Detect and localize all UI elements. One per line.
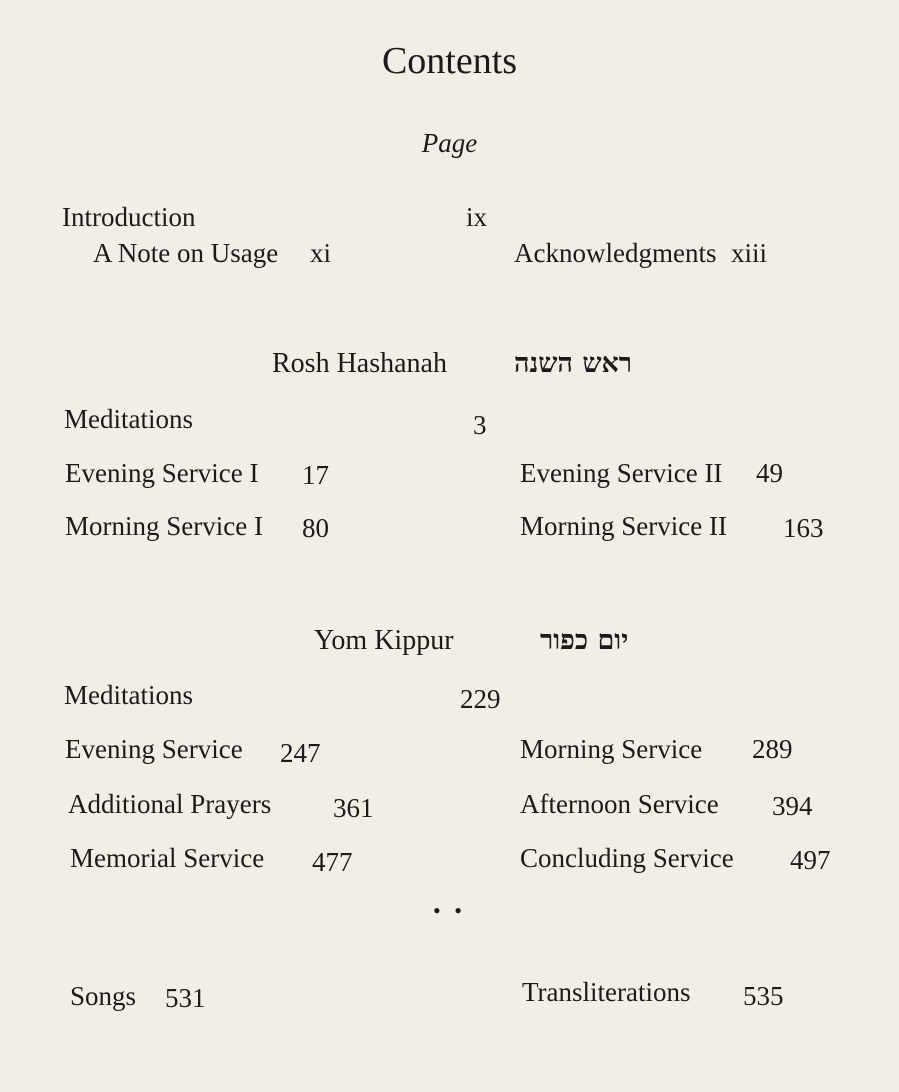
toc-entry-label: Evening Service — [65, 734, 243, 764]
section-title: Rosh Hashanah — [272, 348, 447, 379]
toc-entry-page: 3 — [473, 410, 487, 440]
section-divider-ornament: • • — [433, 898, 466, 923]
toc-entry-label: Evening Service II — [520, 458, 723, 488]
toc-entry-page: 247 — [280, 738, 321, 768]
toc-entry-page: 163 — [783, 513, 824, 543]
toc-entry-label: Meditations — [64, 680, 193, 710]
toc-entry-label: Acknowledgments — [514, 238, 717, 268]
section-title-hebrew: יום כפור — [540, 625, 629, 656]
toc-entry-page: 531 — [165, 983, 206, 1013]
toc-entry-page: 477 — [312, 847, 353, 877]
toc-entry-label: Morning Service — [520, 734, 703, 764]
page-title: Contents — [381, 40, 518, 82]
section-title-hebrew: ראש השנה — [514, 348, 633, 379]
toc-entry-label: Evening Service I — [65, 458, 259, 488]
toc-entry-page: 229 — [460, 684, 501, 714]
toc-entry-page: 80 — [302, 513, 329, 543]
toc-entry-label: Concluding Service — [520, 843, 734, 873]
toc-entry-page: 535 — [743, 981, 784, 1011]
toc-entry-page: xi — [310, 238, 332, 268]
toc-entry-page: xiii — [731, 238, 768, 268]
page-column-label: Page — [421, 128, 478, 158]
toc-entry-label: Introduction — [62, 202, 196, 232]
toc-entry-page: 361 — [333, 793, 374, 823]
toc-entry-page: 394 — [772, 791, 813, 821]
toc-entry-label: Afternoon Service — [520, 789, 719, 819]
toc-entry-label: Morning Service II — [520, 511, 727, 541]
toc-entry-label: Memorial Service — [70, 843, 265, 873]
toc-entry-page: 49 — [756, 458, 783, 488]
toc-entry-label: Additional Prayers — [68, 789, 272, 819]
toc-entry-label: Meditations — [64, 404, 193, 434]
section-title: Yom Kippur — [314, 625, 454, 656]
toc-entry-label: Transliterations — [522, 977, 691, 1007]
toc-entry-label: A Note on Usage — [93, 238, 279, 268]
toc-entry-page: ix — [466, 202, 488, 232]
toc-entry-page: 289 — [752, 734, 793, 764]
toc-entry-page: 497 — [790, 845, 831, 875]
toc-entry-label: Morning Service I — [65, 511, 263, 541]
toc-entry-label: Songs — [70, 981, 137, 1011]
toc-entry-page: 17 — [302, 460, 329, 490]
